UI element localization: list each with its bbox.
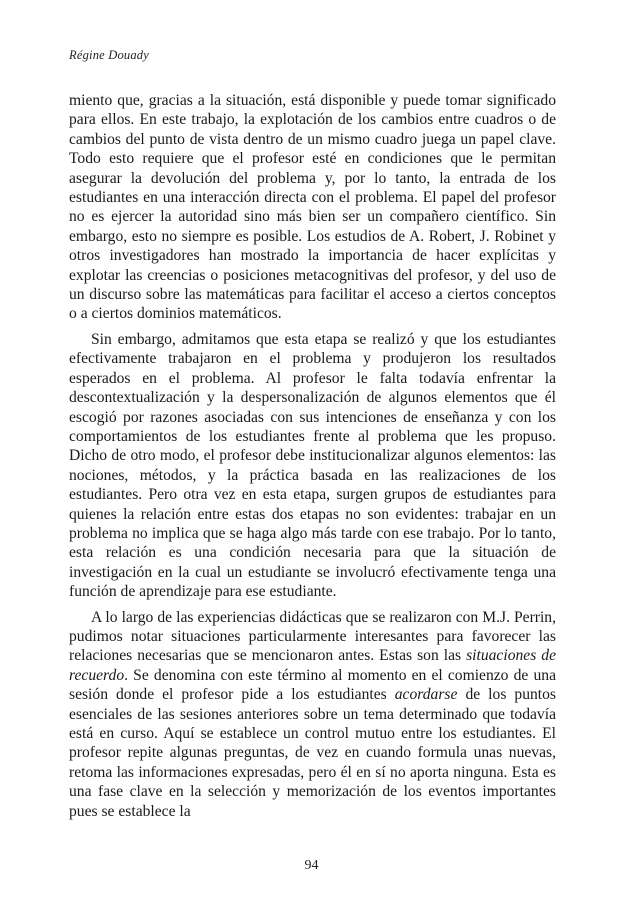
paragraph-3-text-a: A lo largo de las experiencias didácticas que se realizaron con M.J. Perrin, pudimos notar situaciones particularmente interesantes para favorecer las relaciones necesarias que se mencionaron antes. Estas son las	[69, 608, 556, 665]
body-text	[69, 91, 556, 821]
italic-term-acordarse: acordarse	[394, 686, 458, 704]
italic-term-situaciones-de-recuerdo: situaciones de recuerdo	[69, 647, 557, 684]
paragraph-3	[69, 608, 556, 821]
running-header-author: Régine Douady	[69, 48, 150, 62]
paragraph-2: Sin embargo, admitamos que esta etapa se realizó y que los estudiantes efectivamente trabajaron en el problema y produjeron los resultados esperados en el problema. Al profesor le falta todavía enfrentar la descontextualización y la despersonalización de algunos elementos que él escogió por razones asociadas con sus intenciones de enseñanza y con los comportamientos de los estudiantes frente al problema que les propuso. Dicho de otro modo, el profesor debe institucionalizar algunos elementos: las nociones, métodos, y la práctica basada en las realizaciones de los estudiantes. Pero otra vez en esta etapa, surgen grupos de estudiantes para quienes la relación entre estas dos etapas no son evidentes: trabajar en un problema no implica que se haga algo más tarde con ese trabajo. Por lo tanto, esta relación es una condición necesaria para que la situación de investigación en la cual un estudiante se involucró efectivamente tenga una función de aprendizaje para ese estudiante.	[69, 330, 556, 601]
paragraph-3-text-c: de los puntos esenciales de las sesiones anteriores sobre un tema determinado que todavía está en curso. Aquí se establece un control mutuo entre los estudiantes. El profesor repite algunas preguntas, de vez en cuando formula unas nuevas, retoma las informaciones expresadas, pero él en sí no aporta ninguna. Esta es una fase clave en la selección y memorización de los eventos importantes pues se establece la	[69, 686, 556, 820]
paragraph-3-text-b: . Se denomina con este término al momento en el comienzo de una sesión donde el profesor pide a los estudiantes	[69, 666, 556, 704]
page-number: 94	[304, 858, 319, 873]
paragraph-1: miento que, gracias a la situación, está disponible y puede tomar significado para ellos. En este trabajo, la explotación de los cambios entre cuadros o de cambios del punto de vista dentro de un mismo cuadro juega un papel clave. Todo esto requiere que el profesor esté en condiciones que le permitan asegurar la devolución del problema y, por lo tanto, la entrada de los estudiantes en una interacción directa con el problema. El papel del profesor no es ejercer la autoridad sino más bien ser un compañero científico. Sin embargo, esto no siempre es posible. Los estudios de A. Robert, J. Robinet y otros investigadores han mostrado la importancia de hacer explícitas y explotar las creencias o posiciones metacognitivas del profesor, y del uso de un discurso sobre las matemáticas para facilitar el acceso a ciertos conceptos o a ciertos dominios matemáticos.	[69, 92, 556, 323]
